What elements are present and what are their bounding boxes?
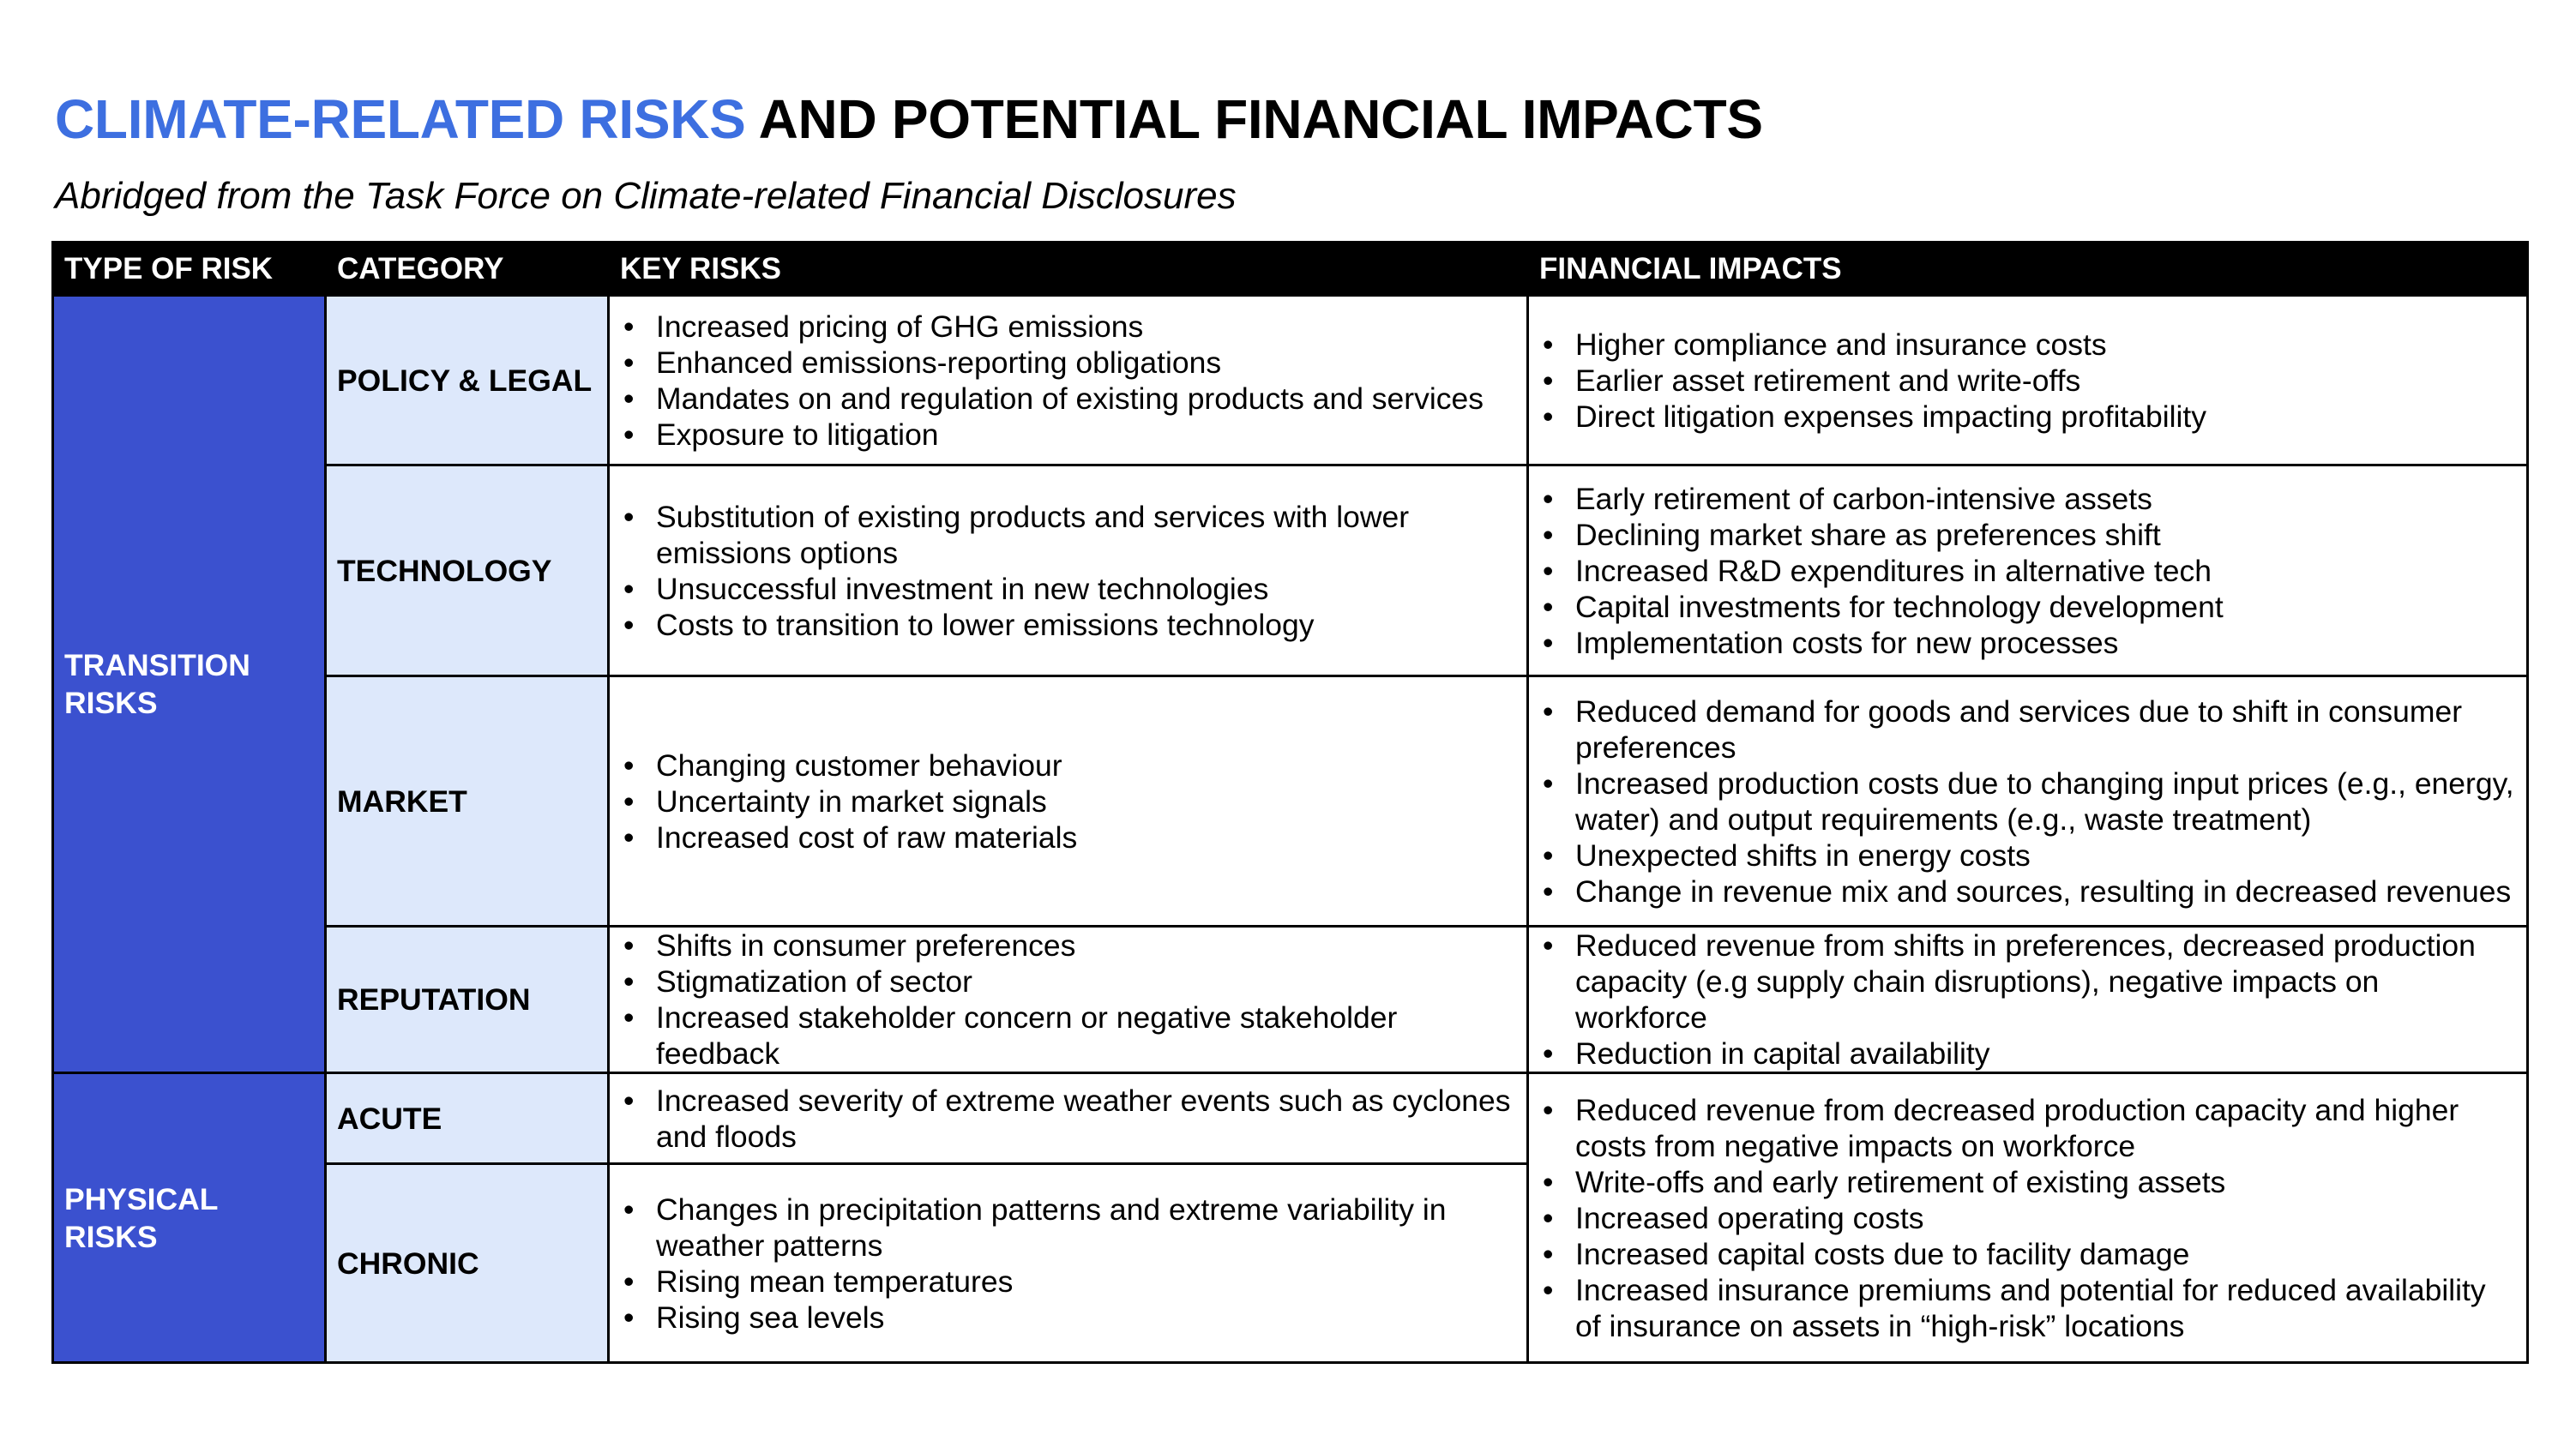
key-risks-cell [609, 676, 1528, 927]
list-item: • Unsuccessful investment in new technologies [618, 571, 1520, 607]
list-item: • Reduction in capital availability [1538, 1036, 2519, 1072]
list-item: • Substitution of existing products and services with lower emissions options [618, 499, 1520, 571]
category-reputation: REPUTATION [326, 927, 609, 1073]
financial-impacts-cell [1528, 296, 2528, 465]
key-risks-cell [609, 927, 1528, 1073]
risk-type-transition: TRANSITION RISKS [53, 296, 326, 1073]
list-item: • Write-offs and early retirement of existing assets [1538, 1164, 2519, 1200]
category-chronic: CHRONIC [326, 1164, 609, 1363]
key-risks-cell [609, 1073, 1528, 1164]
financial-impacts-cell [1528, 465, 2528, 676]
financial-impacts-cell [1528, 676, 2528, 927]
list-item: • Increased R&D expenditures in alternative tech [1538, 553, 2519, 589]
list-item: • Increased stakeholder concern or negative stakeholder feedback [618, 1000, 1520, 1072]
list-item: • Reduced revenue from decreased production capacity and higher costs from negative impacts on workforce [1538, 1092, 2519, 1164]
list-item: • Increased production costs due to changing input prices (e.g., energy, water) and output requirements (e.g., waste treatment) [1538, 766, 2519, 838]
list-item: • Earlier asset retirement and write-offs [1538, 363, 2519, 399]
list-item: • Higher compliance and insurance costs [1538, 327, 2519, 363]
page-subtitle: Abridged from the Task Force on Climate-related Financial Disclosures [55, 175, 1237, 217]
list-item: • Changes in precipitation patterns and extreme variability in weather patterns [618, 1192, 1520, 1264]
list-item: • Costs to transition to lower emissions technology [618, 607, 1520, 643]
column-header-key-risks: KEY RISKS [609, 243, 1528, 296]
list-item: • Shifts in consumer preferences [618, 928, 1520, 964]
table-row [53, 927, 2528, 1073]
column-header-type: TYPE OF RISK [53, 243, 326, 296]
category-market: MARKET [326, 676, 609, 927]
title-rest: AND POTENTIAL FINANCIAL IMPACTS [745, 88, 1763, 150]
category-acute: ACUTE [326, 1073, 609, 1164]
page-title [55, 87, 1763, 151]
list-item: • Increased operating costs [1538, 1200, 2519, 1236]
category-policy-legal: POLICY & LEGAL [326, 296, 609, 465]
category-technology: TECHNOLOGY [326, 465, 609, 676]
list-item: • Declining market share as preferences shift [1538, 517, 2519, 553]
table-row [53, 296, 2528, 465]
risk-type-physical: PHYSICAL RISKS [53, 1073, 326, 1363]
financial-impacts-cell [1528, 1073, 2528, 1363]
list-item: • Increased insurance premiums and potential for reduced availability of insurance on assets in “high-risk” locations [1538, 1272, 2519, 1344]
key-risks-cell [609, 1164, 1528, 1363]
list-item: • Rising sea levels [618, 1300, 1520, 1336]
financial-impacts-cell [1528, 927, 2528, 1073]
list-item: • Increased pricing of GHG emissions [618, 309, 1520, 345]
list-item: • Increased capital costs due to facility damage [1538, 1236, 2519, 1272]
list-item: • Reduced demand for goods and services due to shift in consumer preferences [1538, 693, 2519, 766]
list-item: • Capital investments for technology development [1538, 589, 2519, 625]
key-risks-cell [609, 465, 1528, 676]
list-item: • Increased cost of raw materials [618, 820, 1520, 856]
list-item: • Reduced revenue from shifts in preferences, decreased production capacity (e.g supply chain disruptions), negative impacts on workforce [1538, 928, 2519, 1036]
list-item: • Changing customer behaviour [618, 748, 1520, 784]
list-item: • Rising mean temperatures [618, 1264, 1520, 1300]
list-item: • Change in revenue mix and sources, resulting in decreased revenues [1538, 874, 2519, 910]
table-header-row [53, 243, 2528, 296]
title-accent: CLIMATE-RELATED RISKS [55, 88, 746, 150]
column-header-category: CATEGORY [326, 243, 609, 296]
list-item: • Stigmatization of sector [618, 964, 1520, 1000]
list-item: • Direct litigation expenses impacting profitability [1538, 399, 2519, 435]
table-row [53, 676, 2528, 927]
list-item: • Enhanced emissions-reporting obligations [618, 345, 1520, 381]
list-item: • Implementation costs for new processes [1538, 625, 2519, 661]
column-header-financial-impacts: FINANCIAL IMPACTS [1528, 243, 2528, 296]
table-row [53, 1073, 2528, 1164]
list-item: • Exposure to litigation [618, 417, 1520, 453]
list-item: • Unexpected shifts in energy costs [1538, 838, 2519, 874]
list-item: • Uncertainty in market signals [618, 784, 1520, 820]
key-risks-cell [609, 296, 1528, 465]
table-row [53, 465, 2528, 676]
list-item: • Increased severity of extreme weather events such as cyclones and floods [618, 1083, 1520, 1155]
list-item: • Early retirement of carbon-intensive assets [1538, 481, 2519, 517]
list-item: • Mandates on and regulation of existing products and services [618, 381, 1520, 417]
risk-table [51, 241, 2529, 1364]
